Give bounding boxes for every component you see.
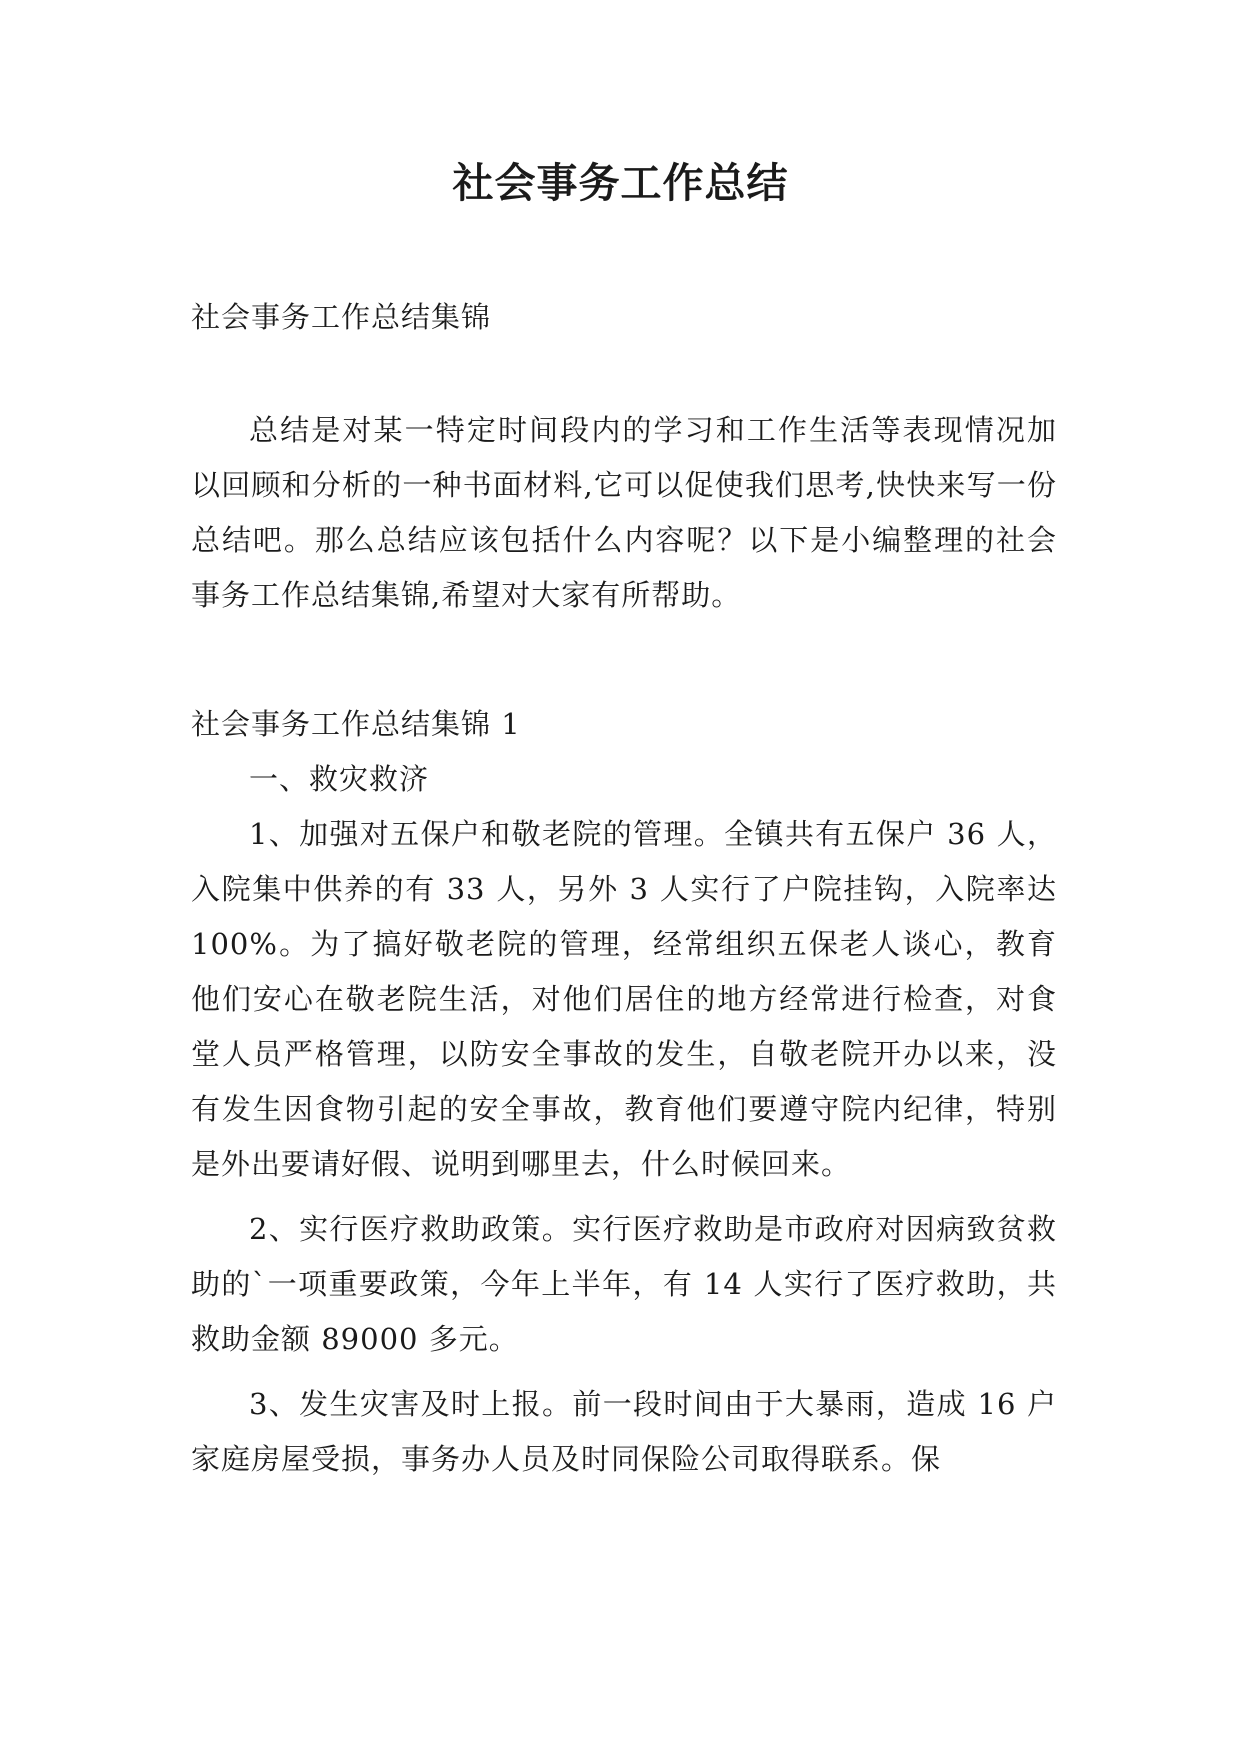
- document-title: 社会事务工作总结: [452, 159, 789, 207]
- intro-paragraph: 总结是对某一特定时间段内的学习和工作生活等表现情况加以回顾和分析的一种书面材料,它可以促使我们思考,快快来写一份总结吧。那么总结应该包括什么内容呢？以下是小编整理的社会事务工作总结集锦,希望对大家有所帮助。: [191, 413, 1057, 612]
- paragraph-3: 3、发生灾害及时上报。前一段时间由于大暴雨，造成 16 户家庭房屋受损，事务办人员及时同保险公司取得联系。保: [191, 1387, 1057, 1476]
- paragraph-2: 2、实行医疗救助政策。实行医疗救助是市政府对因病致贫救助的`一项重要政策，今年上半年，有 14 人实行了医疗救助，共救助金额 89000 多元。: [191, 1212, 1057, 1356]
- intro-section: [191, 403, 1057, 623]
- paragraph-gap: [191, 1367, 1057, 1377]
- section-title: 社会事务工作总结集锦 1: [191, 707, 521, 741]
- paragraph-gap: [191, 1192, 1057, 1202]
- subsection-title: 一、救灾救济: [249, 762, 430, 796]
- paragraph-1: 1、加强对五保户和敬老院的管理。全镇共有五保户 36 人，入院集中供养的有 33 人，另外 3 人实行了户院挂钩，入院率达 100%。为了搞好敬老院的管理，经常组织五保老人谈心，教育他们安心在敬老院生活，对他们居住的地方经常进行检查，对食堂人员严格管理，以防安全事故的发生，自敬老院开办以来，没有发生因食物引起的安全事故，教育他们要遵守院内纪律，特别是外出要请好假、说明到哪里去，什么时候回来。: [191, 817, 1057, 1181]
- document-subtitle: 社会事务工作总结集锦: [191, 300, 492, 334]
- content-section: [191, 697, 1057, 1487]
